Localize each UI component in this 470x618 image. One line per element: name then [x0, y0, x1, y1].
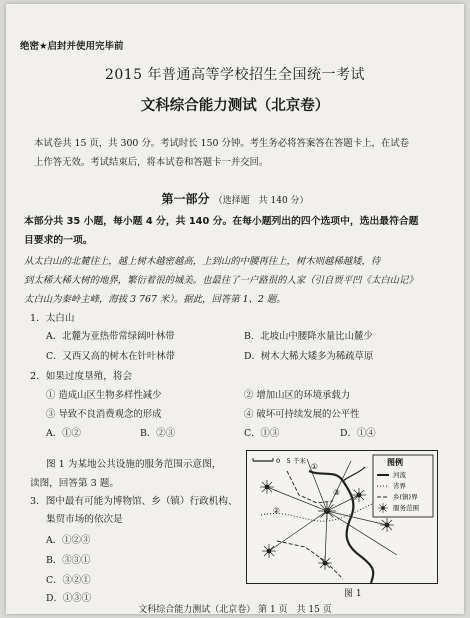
- question-3-stem-cont: 集贸市场的依次是: [46, 514, 123, 525]
- legend-label: 河流: [393, 471, 406, 479]
- question-2-answer-c: C．①③: [244, 428, 280, 439]
- legend-label: 乡(镇)界: [393, 493, 418, 501]
- description-line: 目要求的一项。: [24, 235, 93, 246]
- map-drawing: [247, 451, 437, 583]
- figure-caption: 图 1: [344, 589, 362, 599]
- question-1-stem: 1．太白山: [30, 313, 75, 324]
- question-2-answer-a: A．①②: [46, 428, 81, 439]
- subject-title: 文科综合能力测试（北京卷）: [140, 98, 330, 114]
- page-footer: 文科综合能力测试（北京卷） 第 1 页 共 15 页: [138, 605, 332, 614]
- question-1-option-a: A．北麓为亚热带常绿阔叶林带: [46, 331, 175, 342]
- river-line: [309, 471, 373, 583]
- map-marker-label: ③: [333, 488, 340, 497]
- question-3-option-d: D．①③①: [46, 593, 92, 604]
- instruction-line: 本试卷共 15 页，共 300 分。考试时长 150 分钟。考生务必将答案答在答题卡上，在试卷: [34, 138, 409, 149]
- exam-title: 2015 年普通高等学校招生全国统一考试: [104, 67, 366, 83]
- passage-line: 从太白山的北麓往上，越上树木越密越高，上到山的中腰再往上，树木则越稀越矮，待: [24, 256, 381, 267]
- service-point: [318, 502, 336, 520]
- passage-line: 到太稀大稀大树的地界，繁衍着很的城美。也最往了一户路很的人家（引自贾平凹《太白山记》: [24, 275, 418, 286]
- question-2-statement-3: ③ 导致不良消费观念的形成: [46, 409, 162, 420]
- part-note: （选择题 共 140 分）: [213, 196, 309, 206]
- reading-passage: [24, 252, 448, 309]
- question-2-answer-d: D．①④: [340, 428, 376, 439]
- map-marker-label: ①: [311, 462, 318, 471]
- instruction-line: 上作答无效。考试结束后，将本试卷和答题卡一并交回。: [34, 157, 269, 168]
- question-2-statement-2: ② 增加山区的环境承载力: [244, 390, 351, 401]
- part-description: [24, 212, 444, 250]
- service-point: [380, 518, 394, 532]
- service-point: [318, 556, 332, 570]
- legend-label: 省界: [393, 482, 406, 490]
- question-1-option-b: B．北坡山中腰降水量比山麓少: [244, 331, 373, 342]
- question-3-option-a: A．①②③: [46, 535, 91, 546]
- description-line: 本部分共 35 小题，每小题 4 分，共 140 分。在每小题列出的四个选项中，选出最符合题: [24, 216, 419, 227]
- service-point: [260, 480, 274, 494]
- service-point: [262, 544, 276, 558]
- legend-label: 服务范围: [393, 504, 419, 512]
- exam-page: [6, 4, 464, 614]
- question-2-statement-1: ① 造成山区生物多样性减少: [46, 390, 162, 401]
- part-title: 第一部分: [161, 192, 210, 206]
- legend-title: 图例: [387, 458, 403, 467]
- question-1-option-c: C．又西又高的树木在针叶林带: [46, 351, 176, 362]
- figure-intro-line: 读图，回答第 3 题。: [30, 478, 119, 489]
- scale-label: 0 5 千米: [276, 457, 306, 465]
- passage-line: 太白山为秦岭主峰，海拔 3 767 米）。据此，回答第 1、2 题。: [24, 294, 286, 305]
- service-point: [352, 488, 366, 502]
- confidential-mark: 绝密★启封并使用完毕前: [20, 41, 124, 52]
- question-2-answer-b: B．②③: [140, 428, 176, 439]
- township-boundary: [287, 471, 333, 503]
- question-3-option-c: C．③②①: [46, 575, 91, 586]
- figure-intro-line: 图 1 为某地公共设施的服务范围示意图，: [46, 459, 222, 470]
- township-boundary: [277, 541, 343, 579]
- map-marker-label: ②: [273, 506, 280, 515]
- question-1-option-d: D．树木大稀大矮多为稀疏草原: [244, 351, 374, 362]
- question-2-statement-4: ④ 破坏可持续发展的公平性: [244, 409, 360, 420]
- legend-service-icon: [378, 503, 388, 513]
- exam-instructions: [34, 134, 442, 172]
- question-2-stem: 2．如果过度垦殖，将会: [30, 371, 133, 382]
- part-heading: [6, 190, 464, 207]
- service-range-map: [246, 450, 438, 584]
- question-3-option-b: B．③③①: [46, 555, 91, 566]
- question-3-stem: 3．图中最有可能为博物馆、乡（镇）行政机构、: [30, 496, 238, 507]
